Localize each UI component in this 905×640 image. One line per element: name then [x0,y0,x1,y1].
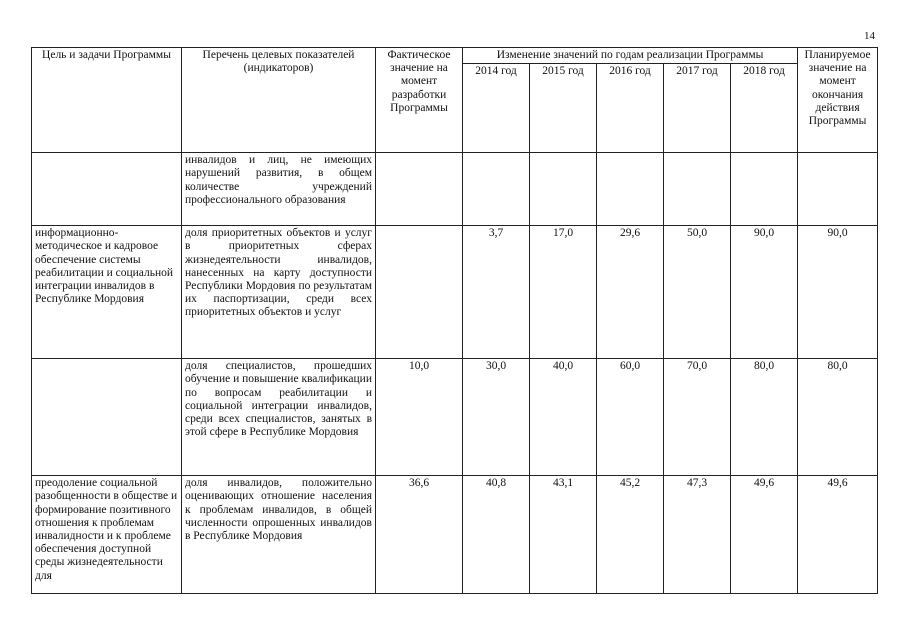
value-2014: 30,0 [463,359,530,476]
indicator-cell: доля приоритетных объектов и услуг в приоритетных сферах жизнедеятельности инвалидов, нанесенных на карту доступности Республики Мордовия по результатам их паспортизации, среди всех приоритетных объектов и услуг [182,226,376,359]
value-2016: 60,0 [597,359,664,476]
header-actual: Фактическое значение на момент разработки Программы [376,48,463,153]
actual-value: 10,0 [376,359,463,476]
value-2014: 3,7 [463,226,530,359]
header-year-2015: 2015 год [530,64,597,153]
value-2018: 49,6 [731,476,798,594]
header-year-2014: 2014 год [463,64,530,153]
actual-value [376,226,463,359]
table-row [32,226,878,359]
value-2015 [530,153,597,226]
planned-value: 49,6 [798,476,878,594]
header-row [32,48,878,64]
header-year-2016: 2016 год [597,64,664,153]
value-2014: 40,8 [463,476,530,594]
indicator-cell: инвалидов и лиц, не имеющих нарушений развития, в общем количестве учреждений профессионального образования [182,153,376,226]
value-2015: 40,0 [530,359,597,476]
value-2017: 70,0 [664,359,731,476]
value-2018: 80,0 [731,359,798,476]
goal-cell [32,359,182,476]
page-number: 14 [864,30,875,42]
value-2017 [664,153,731,226]
goal-cell [32,153,182,226]
value-2016: 29,6 [597,226,664,359]
goal-cell: преодоление социальной разобщенности в обществе и формирование позитивного отношения к проблемам инвалидности и к проблеме обеспечения доступной среды жизнедеятельности для [32,476,182,594]
value-2016 [597,153,664,226]
actual-value [376,153,463,226]
value-2017: 47,3 [664,476,731,594]
actual-value: 36,6 [376,476,463,594]
header-indicators: Перечень целевых показателей (индикаторов) [182,48,376,153]
program-indicators-table [31,47,878,594]
goal-cell: информационно-методическое и кадровое обеспечение системы реабилитации и социальной интеграции инвалидов в Республике Мордовия [32,226,182,359]
header-year-2018: 2018 год [731,64,798,153]
header-year-2017: 2017 год [664,64,731,153]
value-2016: 45,2 [597,476,664,594]
value-2018: 90,0 [731,226,798,359]
value-2015: 17,0 [530,226,597,359]
header-change-by-year: Изменение значений по годам реализации Программы [463,48,798,64]
header-goal: Цель и задачи Программы [32,48,182,153]
planned-value: 90,0 [798,226,878,359]
value-2015: 43,1 [530,476,597,594]
table-row [32,476,878,594]
value-2018 [731,153,798,226]
table-row [32,359,878,476]
header-planned: Планируемое значение на момент окончания действия Программы [798,48,878,153]
value-2014 [463,153,530,226]
table-row [32,153,878,226]
indicator-cell: доля инвалидов, положительно оценивающих отношение населения к проблемам инвалидов, в общей численности опрошенных инвалидов в Республике Мордовия [182,476,376,594]
planned-value: 80,0 [798,359,878,476]
indicator-cell: доля специалистов, прошедших обучение и повышение квалификации по вопросам реабилитации и социальной интеграции инвалидов, среди всех специалистов, занятых в этой сфере в Республике Мордовия [182,359,376,476]
value-2017: 50,0 [664,226,731,359]
planned-value [798,153,878,226]
